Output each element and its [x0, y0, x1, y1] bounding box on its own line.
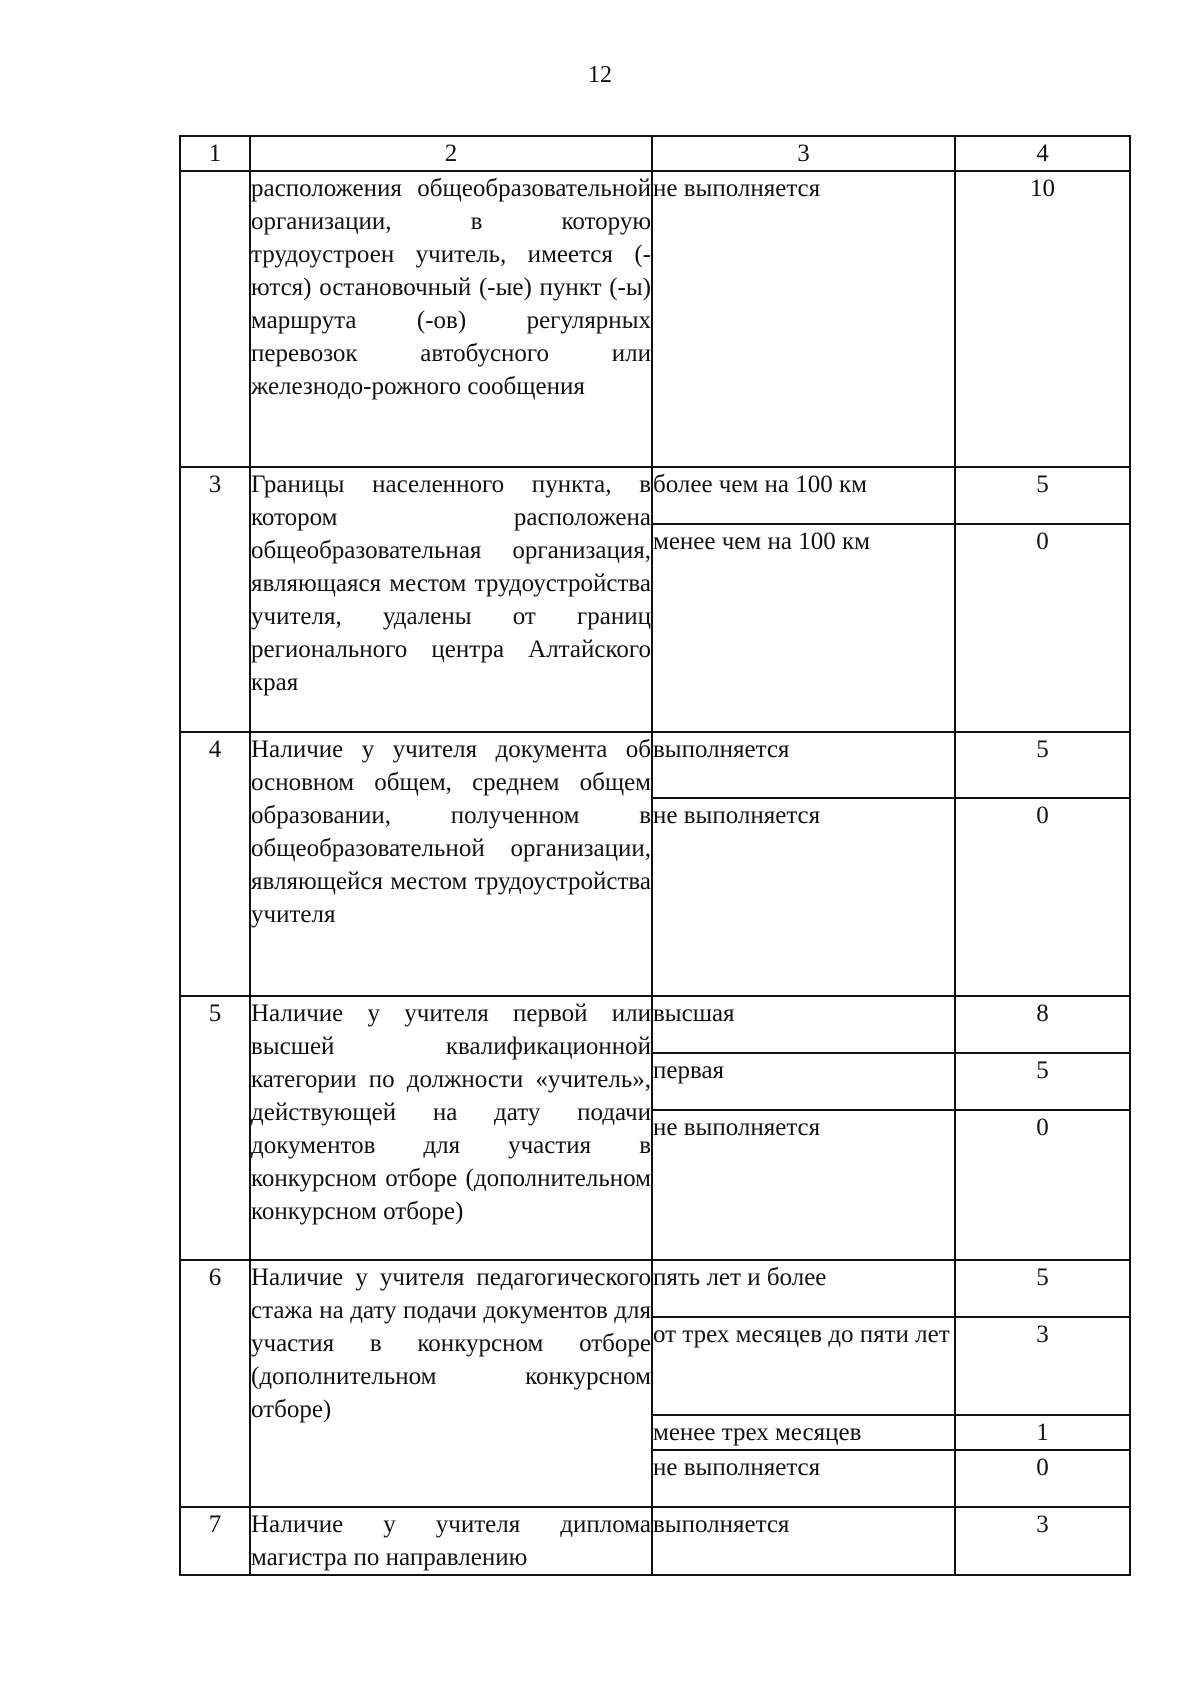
row-number: 6	[180, 1260, 250, 1507]
criterion-value: выполняется	[652, 732, 955, 798]
criterion-value: не выполняется	[652, 1110, 955, 1260]
criterion-points: 1	[955, 1415, 1130, 1450]
criterion-value: менее трех месяцев	[652, 1415, 955, 1450]
criterion-points: 5	[955, 1260, 1130, 1317]
table-header-row	[180, 136, 1130, 171]
criterion-points: 0	[955, 1450, 1130, 1507]
criterion-points: 10	[955, 171, 1130, 467]
table-row	[180, 1260, 1130, 1317]
criterion-points: 0	[955, 524, 1130, 732]
table-row	[180, 732, 1130, 798]
criterion-text: Наличие у учителя диплома магистра по направлению	[250, 1507, 652, 1575]
row-number: 3	[180, 467, 250, 732]
criterion-points: 5	[955, 467, 1130, 524]
row-number: 7	[180, 1507, 250, 1575]
criterion-points: 5	[955, 1053, 1130, 1110]
criterion-points: 0	[955, 798, 1130, 996]
criterion-value: от трех месяцев до пяти лет	[652, 1317, 955, 1415]
criterion-value: высшая	[652, 996, 955, 1053]
header-col-2: 2	[250, 136, 652, 171]
criterion-points: 5	[955, 732, 1130, 798]
criterion-points: 3	[955, 1317, 1130, 1415]
page-number: 12	[588, 62, 612, 88]
criterion-points: 3	[955, 1507, 1130, 1575]
row-number: 4	[180, 732, 250, 996]
criterion-text: Наличие у учителя документа об основном общем, среднем общем образовании, полученном в общеобразовательной организации, являющейся местом трудоустройства учителя	[250, 732, 652, 996]
criterion-text: Наличие у учителя первой или высшей квалификационной категории по должности «учитель», действующей на дату подачи документов для участия в конкурсном отборе (дополнительном конкурсном отборе)	[250, 996, 652, 1260]
table-row	[180, 1507, 1130, 1575]
criterion-value: менее чем на 100 км	[652, 524, 955, 732]
row-number: 5	[180, 996, 250, 1260]
criterion-points: 0	[955, 1110, 1130, 1260]
criterion-value: не выполняется	[652, 1450, 955, 1507]
header-col-3: 3	[652, 136, 955, 171]
criterion-value: первая	[652, 1053, 955, 1110]
criterion-value: более чем на 100 км	[652, 467, 955, 524]
table-row	[180, 996, 1130, 1053]
table-row	[180, 467, 1130, 524]
criterion-text: расположения общеобразовательной организации, в которую трудоустроен учитель, имеется (-ются) остановочный (-ые) пункт (-ы) маршрута (-ов) регулярных перевозок автобусного или железнодо-рожного сообщения	[250, 171, 652, 467]
criterion-value: не выполняется	[652, 798, 955, 996]
table-row	[180, 171, 1130, 467]
criterion-text: Границы населенного пункта, в котором расположена общеобразовательная организация, являющаяся местом трудоустройства учителя, удалены от границ регионального центра Алтайского края	[250, 467, 652, 732]
criterion-points: 8	[955, 996, 1130, 1053]
criterion-value: выполняется	[652, 1507, 955, 1575]
row-number	[180, 171, 250, 467]
criterion-value: пять лет и более	[652, 1260, 955, 1317]
header-col-4: 4	[955, 136, 1130, 171]
header-col-1: 1	[180, 136, 250, 171]
criteria-table	[179, 135, 1131, 1576]
criterion-text: Наличие у учителя педагогического стажа на дату подачи документов для участия в конкурсном отборе (дополнительном конкурсном отборе)	[250, 1260, 652, 1507]
criterion-value: не выполняется	[652, 171, 955, 467]
